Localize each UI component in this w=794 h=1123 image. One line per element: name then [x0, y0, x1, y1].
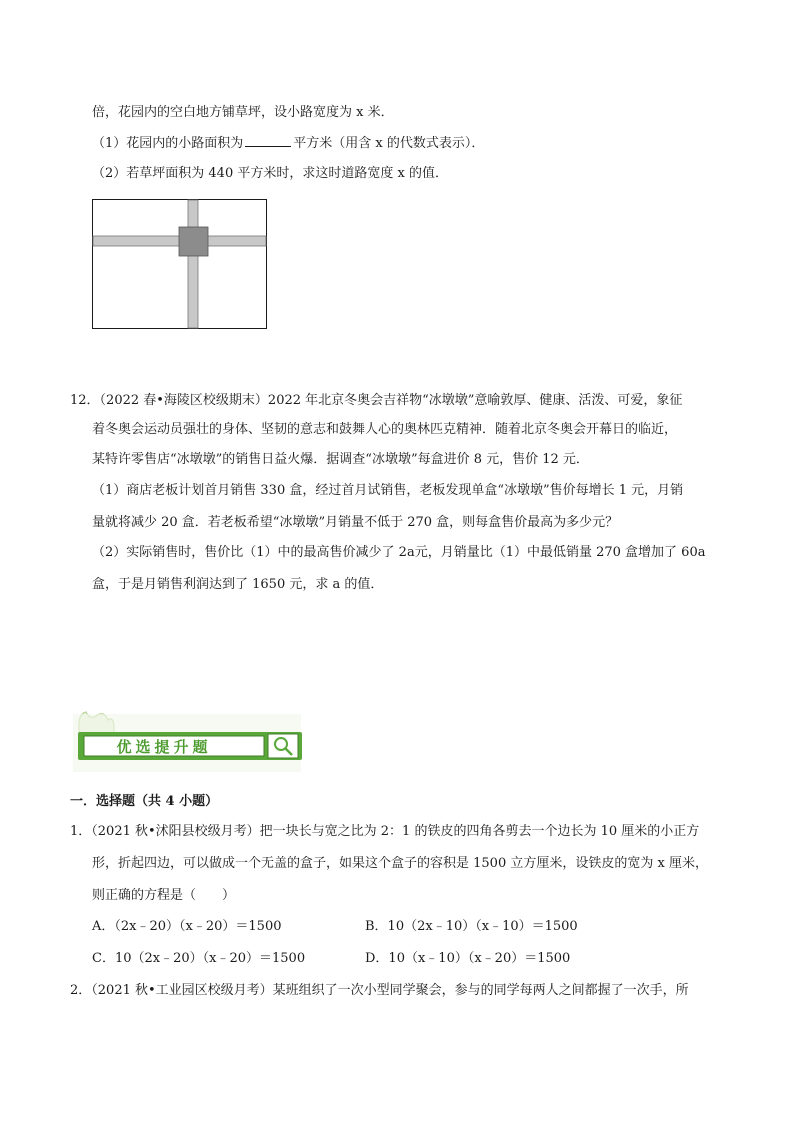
option-a[interactable]: A．（2x﹣20）（x﹣20）＝1500: [92, 919, 282, 934]
vertical-road: [188, 200, 198, 328]
part-1-text-a: （1）花园内的小路面积为: [92, 136, 244, 151]
question-part-2: （2）若草坪面积为 440 平方米时，求这时道路宽度 x 的值．: [92, 166, 448, 181]
question-12-line-2: 着冬奥会运动员强壮的身体、坚韧的意志和鼓舞人心的奥林匹克精神．随着北京冬奥会开幕日的临近，: [92, 422, 678, 437]
answer-blank[interactable]: [245, 134, 291, 147]
question-1-line-3: 则正确的方程是（ ）: [92, 888, 236, 903]
option-c[interactable]: C．10（2x﹣20）（x﹣20）＝1500: [92, 951, 306, 966]
question-1-line-1: 1．（2021 秋•沭阳县校级月考）把一块长与宽之比为 2：1 的铁皮的四角各剪去一个边长为 10 厘米的小正方: [70, 824, 700, 839]
banner-label: 优选提升题: [116, 738, 212, 756]
center-square: [179, 227, 208, 256]
garden-outline: [93, 200, 267, 329]
question-12-line-5: 量就将减少 20 盒．若老板希望“冰墩墩”月销量不低于 270 盒，则每盒售价最高为多少元？: [92, 515, 619, 530]
question-12-line-6: （2）实际销售时，售价比（1）中的最高售价减少了 2a元，月销量比（1）中最低销量 270 盒增加了 60a: [92, 545, 706, 560]
text-line: 倍，花园内的空白地方铺草坪，设小路宽度为 x 米．: [92, 105, 394, 120]
question-12-line-4: （1）商店老板计划首月销售 330 盒，经过首月试销售，老板发现单盒“冰墩墩”售价每增长 1 元，月销: [92, 483, 684, 498]
section-title: 一．选择题（共 4 小题）: [70, 794, 219, 809]
question-1-line-2: 形，折起四边，可以做成一个无盖的盒子，如果这个盒子的容积是 1500 立方厘米，设铁皮的宽为 x 厘米，: [92, 856, 708, 871]
question-12-line-3: 某特许零售店“冰墩墩”的销售日益火爆．据调查“冰墩墩”每盒进价 8 元，售价 12 元．: [92, 452, 589, 467]
question-2-line-1: 2．（2021 秋•工业园区校级月考）某班组织了一次小型同学聚会，参与的同学每两人之间都握了一次手，所: [70, 983, 689, 998]
part-1-text-b: 平方米（用含 x 的代数式表示）．: [293, 136, 485, 151]
option-d[interactable]: D．10（x﹣10）（x﹣20）＝1500: [365, 951, 571, 966]
garden-diagram: [92, 199, 268, 331]
question-12-line-7: 盒，于是月销售利润达到了 1650 元，求 a 的值．: [92, 577, 384, 592]
question-part-1: [92, 134, 484, 153]
question-12-line-1: 12．（2022 春•海陵区校级期末）2022 年北京冬奥会吉祥物“冰墩墩”意喻敦厚、健康、活泼、可爱，象征: [70, 393, 683, 408]
section-banner: [70, 706, 304, 776]
option-b[interactable]: B．10（2x﹣10）（x﹣10）＝1500: [365, 919, 578, 934]
